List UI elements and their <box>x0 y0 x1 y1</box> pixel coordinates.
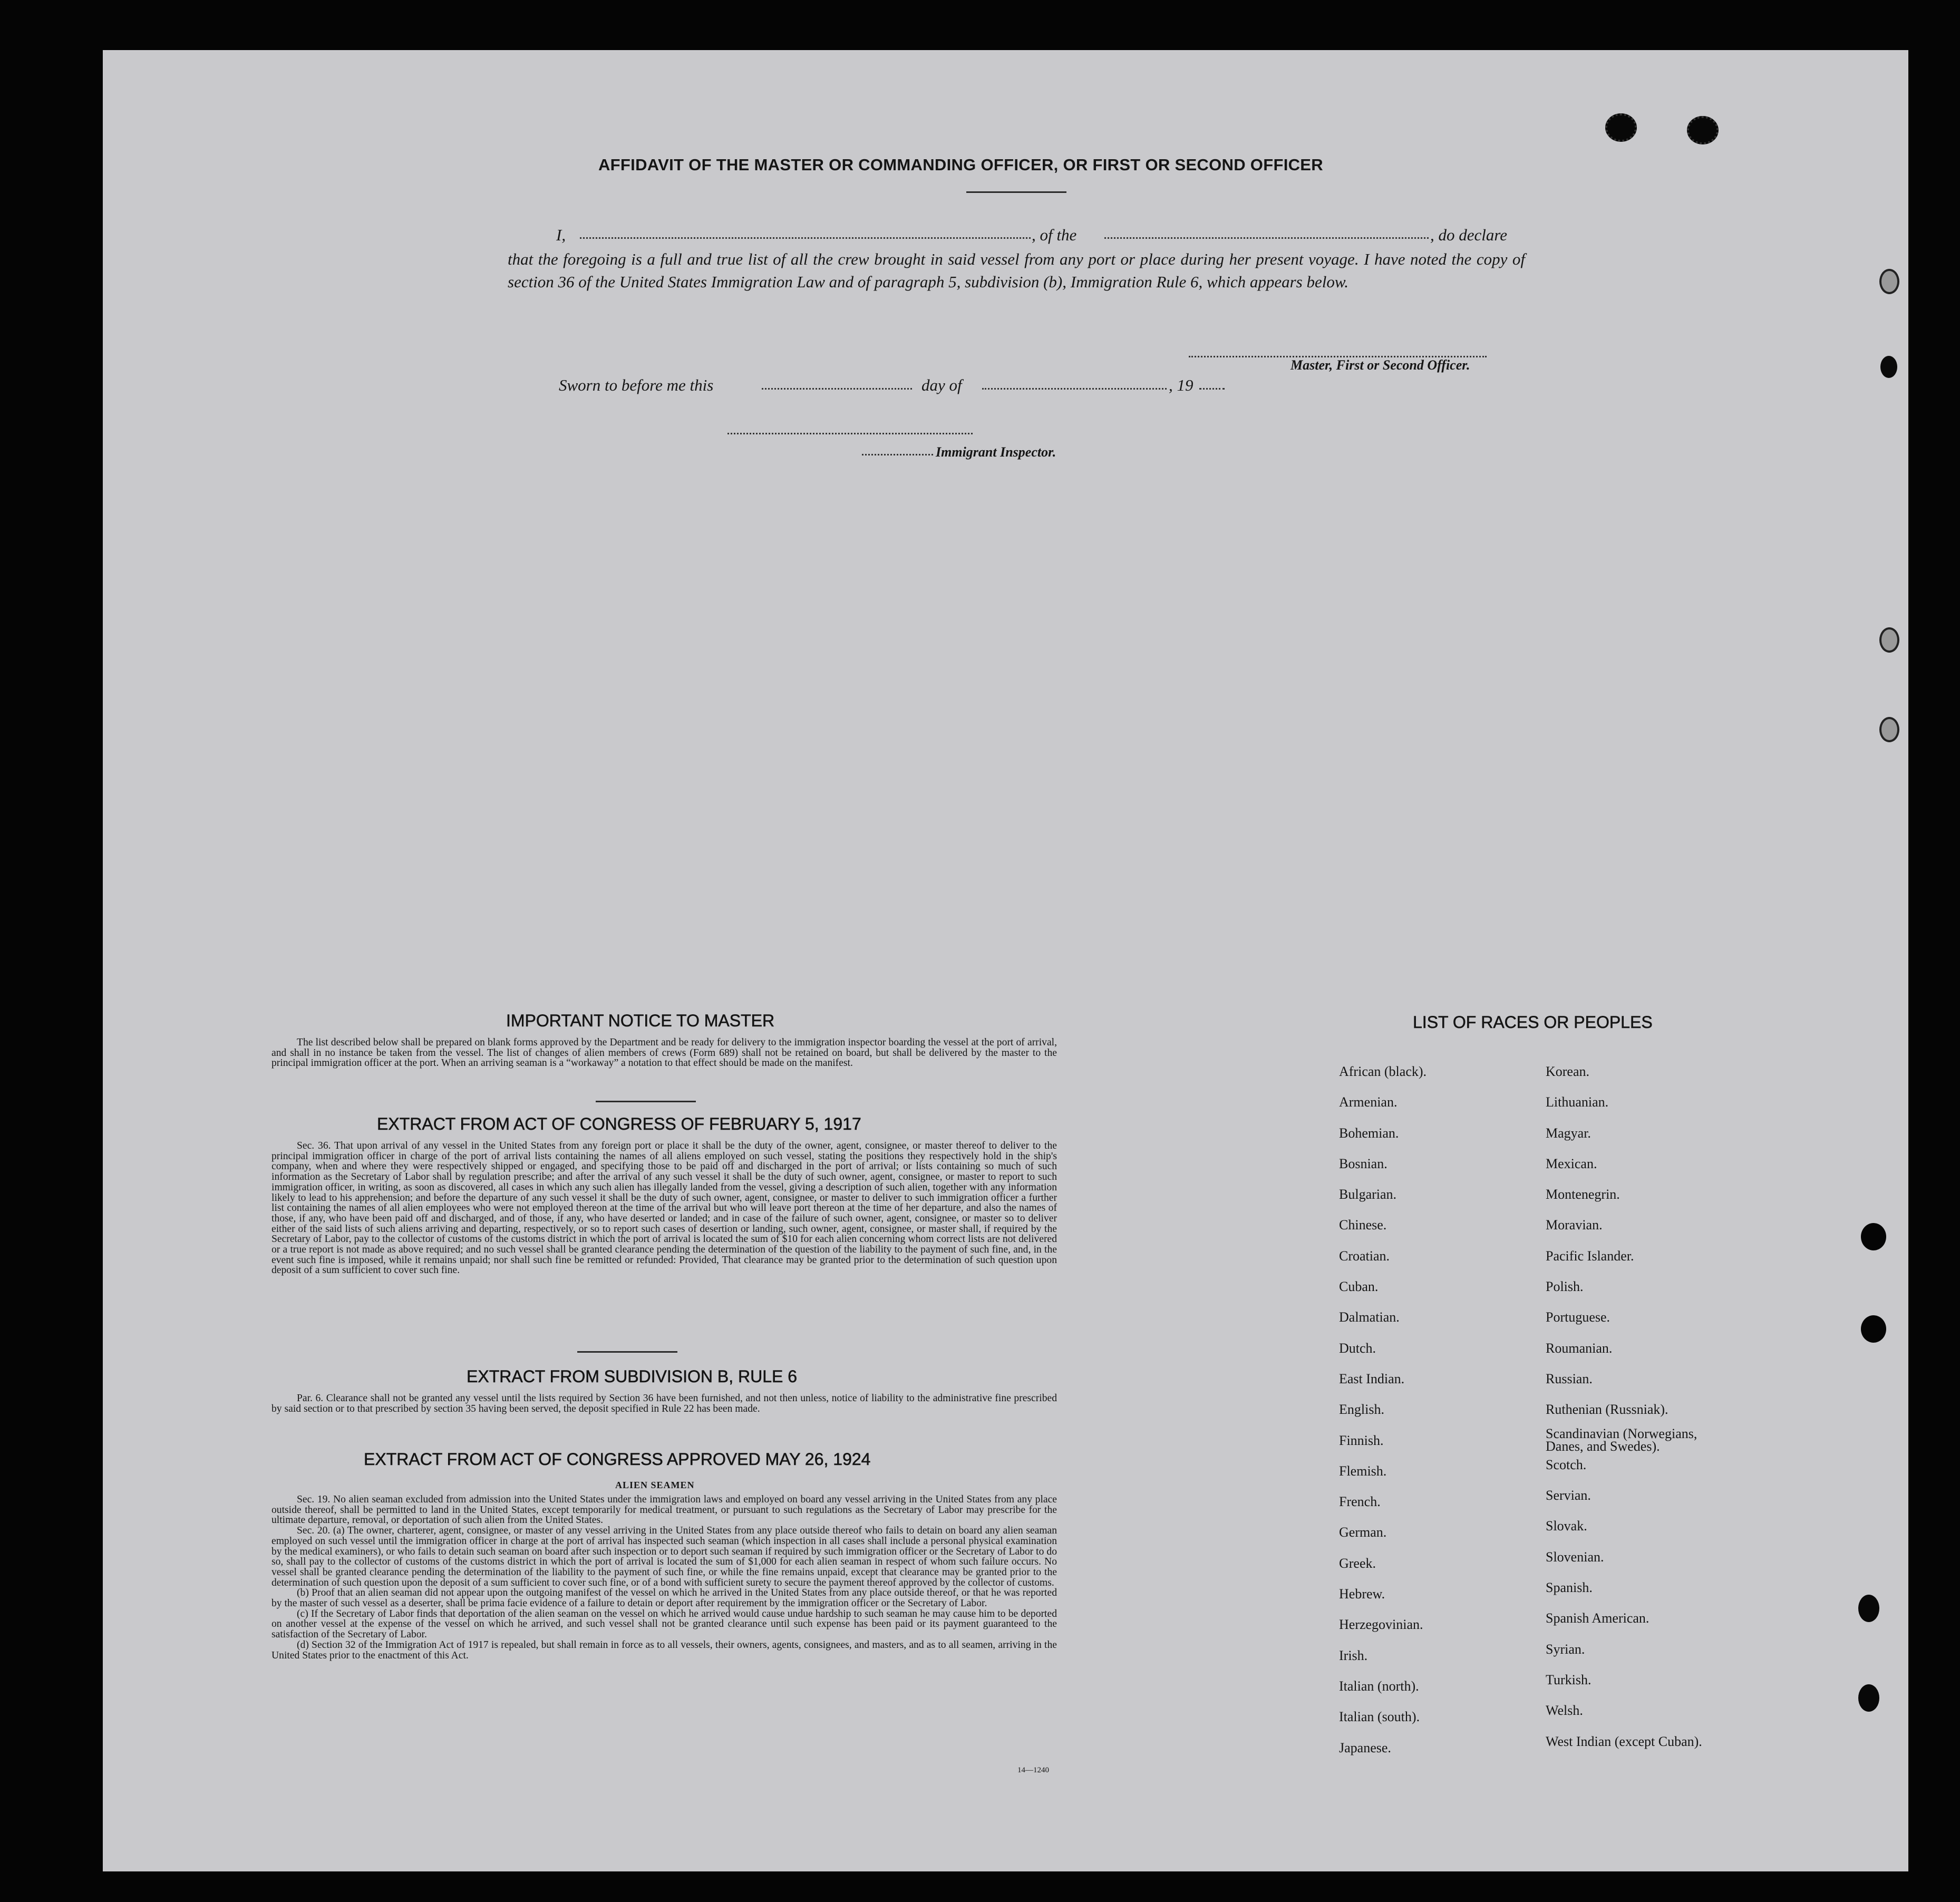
race-item: Japanese. <box>1339 1740 1391 1755</box>
race-item: Korean. <box>1546 1064 1590 1079</box>
race-item: Croatian. <box>1339 1248 1390 1264</box>
day-blank[interactable] <box>762 388 912 390</box>
race-item: Russian. <box>1546 1371 1593 1386</box>
race-item: English. <box>1339 1402 1384 1418</box>
extract-1924-title: EXTRACT FROM ACT OF CONGRESS APPROVED MAY 26, 1924 <box>364 1450 871 1469</box>
sworn-label: Sworn to before me this <box>559 376 714 394</box>
race-item: German. <box>1339 1525 1387 1540</box>
race-item: Bulgarian. <box>1339 1187 1397 1202</box>
race-item: Welsh. <box>1546 1703 1583 1719</box>
do-declare-label: , do declare <box>1430 226 1508 244</box>
race-item: Moravian. <box>1546 1217 1603 1233</box>
race-item: West Indian (except Cuban). <box>1546 1733 1702 1749</box>
race-item: Armenian. <box>1339 1094 1398 1110</box>
race-item: Scotch. <box>1546 1457 1587 1472</box>
vessel-blank[interactable] <box>1104 237 1429 239</box>
race-item: Cuban. <box>1339 1279 1379 1295</box>
affidavit-paragraph: that the foregoing is a full and true list of all the crew brought in said vessel from any port or place during her present voyage. I have noted the copy of section 36 of the United States Immigration Law and of paragraph 5, subdivision (b), Immigration Rule 6, which appears below. <box>508 250 1525 291</box>
race-item: Magyar. <box>1546 1125 1591 1141</box>
punch-hole <box>1879 717 1899 742</box>
punch-hole <box>1605 113 1637 142</box>
name-blank[interactable] <box>580 237 1031 239</box>
race-item: Montenegrin. <box>1546 1187 1620 1202</box>
punch-hole <box>1861 1223 1886 1250</box>
race-item: Spanish. <box>1546 1580 1593 1596</box>
extract-1917-paragraph: Sec. 36. That upon arrival of any vessel in the United States from any foreign port or place it shall be the duty of the owner, agent, consignee, or master thereof to deliver to the principal immigration officer in charge of the port of arrival lists containing the names of all aliens employed on such vessel, stating the positions they respectively hold in the ship's company, when and where they were respectively shipped or engaged, and specifying those to be paid off and discharged in the port of arrival; or lists containing so much of such information as the Secretary of Labor shall by regulation prescribe; and after the arrival of any such vessel it shall be the duty of such owner, agent, consignee, or master to report to such immigration officer, in writing, as soon as discovered, all cases in which any such alien has illegally landed from the vessel, giving a description of such alien, together with any information likely to lead to his apprehension; and before the departure of any such vessel it shall be the duty of such owner, agent, consignee, or master to deliver to such immigration officer a further list containing the names of all alien employees who were not employed thereon at the time of the arrival but who will leave port thereon at the time of her departure, and also the names of those, if any, who have been paid off and discharged, and of those, if any, who have deserted or landed; and in case of the failure of such owner, agent, consignee, or master so to deliver either of the said lists of such aliens arriving and departing, respectively, or so to report such cases of desertion or landing, such owner, agent, consignee, or master shall, if required by the Secretary of Labor, pay to the collector of customs of the customs district in which the port of arrival is located the sum of $10 for each alien concerning whom correct lists are not delivered or a true report is not made as above required; and no such vessel shall be granted clearance pending the determination of the question of the liability to the payment of such fine, and, in the event such fine is imposed, while it remains unpaid; nor shall such fine be remitted or refunded: Provided, That clearance may be granted prior to the determination of such question upon deposit of a sum sufficient to cover such fine. <box>271 1140 1057 1276</box>
race-item: Bohemian. <box>1339 1125 1399 1141</box>
race-item: East Indian. <box>1339 1371 1405 1386</box>
race-item: Scandinavian (Norwegians, Danes, and Swedes). <box>1546 1425 1697 1454</box>
sec-20b-paragraph: (b) Proof that an alien seaman did not appear upon the outgoing manifest of the vessel on which he arrived in the United States from any place outside thereof, or that he was reported by the master of such vessel as a deserter, shall be prima facie evidence of a failure to detain or deport after requirement by the immigration officer or the Secretary of Labor. <box>271 1587 1057 1609</box>
race-item: Irish. <box>1339 1647 1368 1663</box>
extract-rule6-text <box>271 1393 1057 1414</box>
race-item: Turkish. <box>1546 1672 1592 1687</box>
inspector-signature-line[interactable] <box>727 433 973 434</box>
punch-hole <box>1880 356 1897 378</box>
month-blank[interactable] <box>982 388 1167 390</box>
race-item: Greek. <box>1339 1555 1376 1571</box>
race-item: Dalmatian. <box>1339 1309 1400 1325</box>
affidavit-title: AFFIDAVIT OF THE MASTER OR COMMANDING OFFICER, OR FIRST OR SECOND OFFICER <box>598 156 1323 174</box>
of-the-label: , of the <box>1032 226 1077 244</box>
race-item: Spanish American. <box>1546 1610 1649 1626</box>
extract-1924-text <box>271 1495 1057 1661</box>
divider-1 <box>596 1101 696 1102</box>
races-title: LIST OF RACES OR PEOPLES <box>1413 1013 1653 1032</box>
alien-seamen-subtitle: ALIEN SEAMEN <box>615 1480 695 1490</box>
master-signature-caption: Master, First or Second Officer. <box>1291 357 1470 373</box>
race-item: Italian (south). <box>1339 1709 1420 1725</box>
race-item: Ruthenian (Russniak). <box>1546 1402 1668 1418</box>
race-item: Italian (north). <box>1339 1678 1419 1694</box>
races-right-column <box>1546 1065 1725 1765</box>
race-item: Polish. <box>1546 1279 1584 1295</box>
punch-hole <box>1858 1684 1879 1712</box>
race-item: Slovenian. <box>1546 1549 1604 1565</box>
extract-1917-title: EXTRACT FROM ACT OF CONGRESS OF FEBRUARY 5, 1917 <box>377 1114 861 1133</box>
form-number: 14—1240 <box>1017 1766 1049 1774</box>
inspector-caption: Immigrant Inspector. <box>936 444 1056 460</box>
race-item: Syrian. <box>1546 1641 1585 1657</box>
sec-20c-paragraph: (c) If the Secretary of Labor finds that deportation of the alien seaman on the vessel on which he arrived would cause undue hardship to such seaman he may cause him to be deported on another vessel at the expense of the vessel on which he arrived, and such vessel shall not be granted clearance until such expense has been paid or its payment guaranteed to the satisfaction of the Secretary of Labor. <box>271 1608 1057 1641</box>
race-item: African (black). <box>1339 1064 1427 1079</box>
race-item: Finnish. <box>1339 1432 1384 1448</box>
punch-hole <box>1861 1315 1886 1343</box>
divider-2 <box>577 1351 677 1353</box>
race-item: Hebrew. <box>1339 1586 1385 1602</box>
extract-1917-text <box>271 1141 1057 1276</box>
race-item: French. <box>1339 1494 1381 1510</box>
title-divider <box>966 191 1066 193</box>
extract-rule6-paragraph: Par. 6. Clearance shall not be granted any vessel until the lists required by Section 36 have been furnished, and not then unless, notice of liability to the administrative fine prescribed by said section or to that prescribed by section 35 having been served, the deposit specified in Rule 22 has been made. <box>271 1393 1057 1414</box>
race-item: Slovak. <box>1546 1518 1587 1534</box>
race-item: Mexican. <box>1546 1156 1597 1171</box>
race-item: Roumanian. <box>1546 1340 1613 1356</box>
form-sheet <box>103 50 1908 1871</box>
race-item: Bosnian. <box>1339 1156 1387 1171</box>
sec-19-paragraph: Sec. 19. No alien seaman excluded from admission into the United States under the immigration laws and employed on board any vessel arriving in the United States from any place outside thereof, shall be permitted to land in the United States, except temporarily for medical treatment, or pursuant to such regulations as the Secretary of Labor may prescribe for the ultimate departure, removal, or deportation of such alien from the United States. <box>271 1494 1057 1526</box>
sec-20a-paragraph: Sec. 20. (a) The owner, charterer, agent, consignee, or master of any vessel arriving in the United States from any place outside thereof who fails to detain on board any alien seaman employed on such vessel until the immigration officer in charge at the port of arrival has inspected such seaman (which inspection in all cases shall include a personal physical examination by the medical examiners), or who fails to detain such seaman on board after such inspection or to deport such seaman if required by such immigration officer or the Secretary of Labor to do so, shall pay to the collector of customs of the customs district in which the port of arrival is located the sum of $1,000 for each alien seaman in respect of whom such failure occurs. No vessel shall be granted clearance pending the determination of the liability to the payment of such fine, or while the fine remains unpaid, except that clearance may be granted prior to the determination of such question upon the deposit of a sum sufficient to cover such fine, or of a bond with sufficient surety to secure the payment thereof approved by the collector of customs. <box>271 1525 1057 1588</box>
year-blank[interactable] <box>1199 388 1225 390</box>
race-item: Servian. <box>1546 1488 1591 1503</box>
race-item: Portuguese. <box>1546 1309 1610 1325</box>
day-of-label: day of <box>921 376 962 394</box>
extract-rule6-title: EXTRACT FROM SUBDIVISION B, RULE 6 <box>467 1367 798 1386</box>
punch-hole <box>1879 269 1899 294</box>
i-label: I, <box>556 226 566 244</box>
races-left-column <box>1339 1065 1427 1772</box>
notice-title: IMPORTANT NOTICE TO MASTER <box>506 1011 775 1030</box>
race-item: Herzegovinian. <box>1339 1617 1423 1633</box>
race-item: Pacific Islander. <box>1546 1248 1634 1264</box>
race-item: Lithuanian. <box>1546 1094 1609 1110</box>
punch-hole <box>1879 627 1899 653</box>
sec-20d-paragraph: (d) Section 32 of the Immigration Act of 1917 is repealed, but shall remain in force as to all vessels, their owners, agents, consignees, and masters, and as to all seamen, arriving in the United States prior to the enactment of this Act. <box>271 1639 1057 1661</box>
race-item: Flemish. <box>1339 1463 1387 1479</box>
notice-text <box>271 1037 1057 1069</box>
inspector-short-line <box>862 454 933 455</box>
notice-paragraph: The list described below shall be prepared on blank forms approved by the Department and be ready for delivery to the immigration inspector boarding the vessel at the port of arrival, and shall in no instance be taken from the vessel. The list of changes of alien members of crews (Form 689) shall not be retained on board, but shall be delivered by the master to the principal immigration officer at the port. When an arriving seaman is a “workaway” a notation to that effect should be made on the manifest. <box>271 1037 1057 1069</box>
race-item: Chinese. <box>1339 1217 1387 1233</box>
race-item: Dutch. <box>1339 1340 1376 1356</box>
year-label: , 19 <box>1169 376 1194 394</box>
punch-hole <box>1858 1595 1879 1622</box>
punch-hole <box>1687 116 1719 144</box>
